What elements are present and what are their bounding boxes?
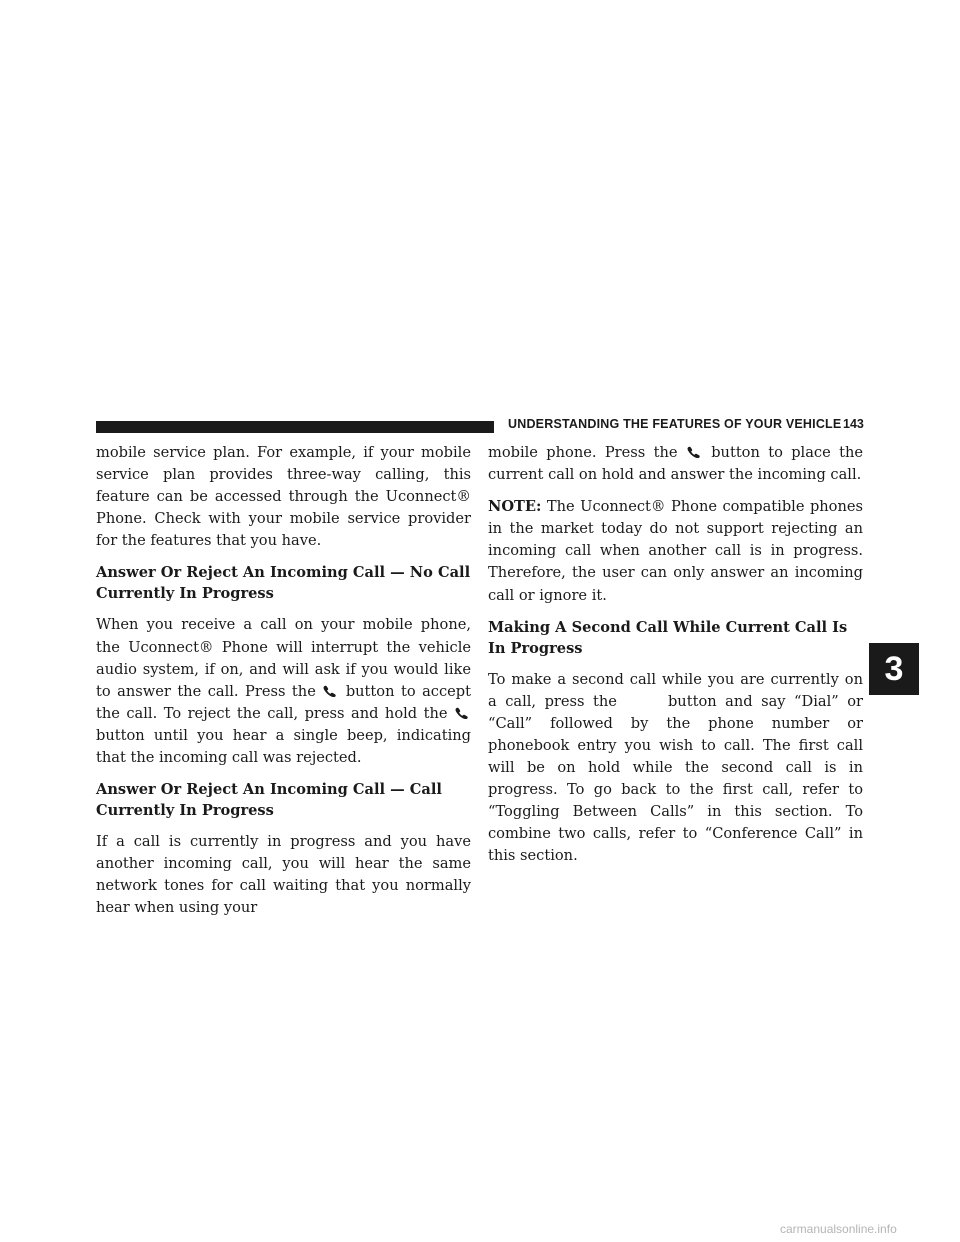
paragraph-call-waiting: If a call is currently in progress and you have another incoming call, you will hear the same network tones for call waiting that you normally hear when using your (96, 833, 471, 917)
phone-icon (323, 685, 337, 697)
heading-no-call-in-progress: Answer Or Reject An Incoming Call — No Call Currently In Progress (96, 564, 471, 603)
left-column (96, 442, 471, 930)
heading-call-in-progress: Answer Or Reject An Incoming Call — Call Currently In Progress (96, 781, 442, 820)
paragraph-service-plan: mobile service plan. For example, if your mobile service plan provides three-way calling, this feature can be accessed through the Uconnect® Phone. Check with your mobile service provider for the features that you have. (96, 444, 471, 550)
paragraph-hold-answer: mobile phone. Press the button to place the current call on hold and answer the incoming call. (488, 444, 863, 484)
running-header-title: UNDERSTANDING THE FEATURES OF YOUR VEHICLE (508, 417, 842, 431)
heading-second-call: Making A Second Call While Current Call Is In Progress (488, 618, 848, 657)
page-number: 143 (843, 417, 864, 431)
watermark: carmanualsonline.info (780, 1222, 897, 1236)
phone-icon (455, 707, 469, 719)
header-rule-bar (96, 421, 494, 433)
missing-phone-icon-space (625, 694, 659, 706)
right-column (488, 442, 863, 878)
paragraph-second-call: To make a second call while you are currently on a call, press the button and say “Dial” or “Call” followed by the phone number or phonebook entry you wish to call. The first call will be on hold while the second call is in progress. To go back to the first call, refer to “Toggling Between Calls” in this section. To combine two calls, refer to “Conference Call” in this section. (488, 670, 863, 865)
note-label: NOTE: (488, 498, 542, 516)
paragraph-answer-reject: When you receive a call on your mobile phone, the Uconnect® Phone will interrupt the vehicle audio system, if on, and will ask if you would like to answer the call. Press the button to accept the call. To reject the call, press and hold the button until you hear a single beep, indicating that the incoming call was rejected. (96, 616, 471, 767)
chapter-tab: 3 (869, 643, 919, 695)
phone-icon (687, 446, 701, 458)
paragraph-note: NOTE: The Uconnect® Phone compatible phones in the market today do not support rejecting an incoming call when another call is in progress. Therefore, the user can only answer an incoming call or ignore it. (488, 498, 863, 604)
